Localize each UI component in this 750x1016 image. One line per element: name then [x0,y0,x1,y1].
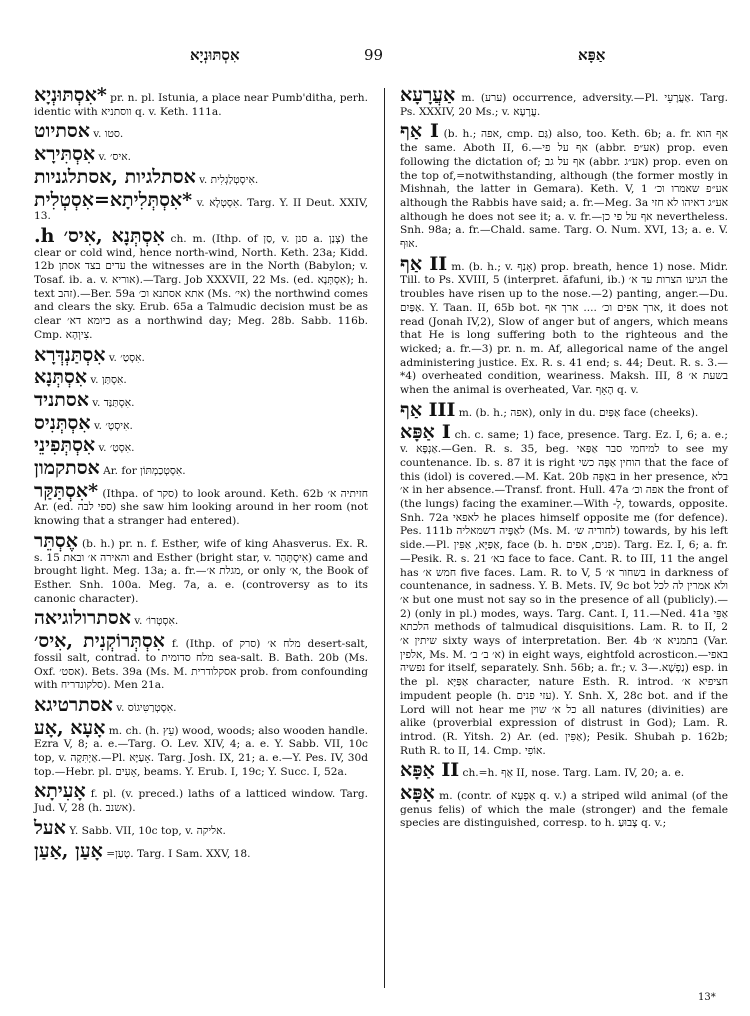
entry-definition: v. אִסְטַ׳. [98,442,135,455]
entry-definition: v. סטו. [93,128,124,141]
dictionary-entry [34,693,368,716]
dictionary-entry [400,784,728,831]
entry-headword: I אַפָּא [400,421,451,444]
signature-mark: 13* [698,992,716,1003]
entry-headword: אִסְתַּנְדְּרָא [34,343,106,366]
entry-definition: (b. h.; אפה, cmp. גַּם) also, too. Keth. 6b; a. fr. אף הוא the same. Aboth II, 6.—אף על פי (abbr. אע״פ) prop. even following the dictation of; אף על גב (abbr. אע״ג) prop. even on the top of,=notwithstanding, although (the former mostly in Mishnah, the latter in Gemara). Keth. V, 1 אע״פ שאמרו וכ׳ although the Rabbis have said; a. fr.—Meg. 3a אע״ג דאיהו לא חזי although he does not see it; a. v. fr.—אף על פי כן nevertheless. Snh. 98a; a. fr.—Chald. same. Targ. O. Num. XVI, 13; a. e. V. אוּף. [400,128,729,251]
dictionary-entry [400,761,728,781]
entry-definition: pr. n. pl. Istunia, a place near Pumb'ditha, perh. identic with ווסתניא q. v. Keth. 111a. [34,92,368,118]
dictionary-entry [34,411,368,434]
entry-headword: *אִסְתְּלִיתָא=אִסְטְלִית [34,188,193,211]
header-right-guideword: אַפָּא [578,46,606,64]
entry-definition: Y. Sabb. VII, 10c top, v. אליקה. [69,824,226,837]
entry-definition: ch.=h. אַף II, nose. Targ. Lam. IV, 20; a. e. [462,767,685,780]
left-column [34,86,368,864]
entry-definition: v. אִסְטְרַטִּיגוֹס. [116,701,177,714]
entry-definition: v. אִיסְטְלַגְלִית. [199,173,259,186]
dictionary-entry [400,423,728,758]
dictionary-entry [34,459,368,479]
header-left-guideword: אִסְתּוּנְיָא [190,46,240,64]
entry-headword: אסתיוט [34,120,90,143]
entry-headword: אסתרולוגיאה [34,607,131,630]
entry-headword: אָעָא ,אָע [34,716,106,739]
entry-headword: אָעִיתָא [34,780,86,803]
entry-headword: אִסְתְּנָא ,אִיס׳ h. [34,224,165,247]
dictionary-entry [400,252,729,398]
dictionary-entry [34,86,368,119]
entry-headword: I אַף [400,120,439,143]
dictionary-entry [34,224,368,343]
dictionary-entry [34,145,368,165]
entry-headword: II אַף [400,252,448,275]
entry-headword: *אִסְתּוּנְיָא [34,84,107,106]
entry-definition: m. ch. (h. עֵץ) wood, woods; also wooden handle. Ezra V, 8; a. e.—Targ. O. Lev. XIV, 4; a. e. Y. Sabb. VII, 10c top, v. אַיְתִּקָה.—Pl. אָעַיָּא. Targ. Josh. IX, 21; a. e.—Y. Pes. IV, 30d top.—Hebr. pl. אָעִים, beams. Y. Erub. I, 19c; Y. Succ. I, 52a. [34,724,368,778]
entry-definition: f. (Ithp. of סרק) מלח א׳ desert-salt, fossil salt, contrad. to מלח סדומית sea-salt. B. Bath. 20b (Ms. Oxf. אסט׳). Bets. 39a (Ms. M. אסקלודרית prob. from confounding with סלקונדריח). Men 21a. [34,638,368,692]
entry-headword: אֶסְתֵּר [34,529,78,552]
entry-headword: אַפָּא [400,782,435,805]
entry-definition: (Ithpa. of סקר) to look around. Keth. 62b חזיתיה א׳ Ar. (ed. ספי לבה) she saw him looking around in her room (not knowing that a stranger had entered). [34,487,368,528]
page-number: 99 [364,46,384,64]
entry-headword: III אַף [400,398,456,421]
entry-headword: אסתניד [34,388,89,411]
entry-definition: v. איס׳. [98,151,131,164]
entry-headword: אעל [34,816,66,839]
dictionary-entry [34,716,368,780]
entry-headword: *אִסְתַּקַּר [34,479,99,502]
entry-headword: II אַפָּא [400,759,460,782]
dictionary-entry [34,529,369,607]
entry-headword: אִסְתְּנִיס [34,411,91,434]
entry-headword: אִסְתְּרוֹקְנִית ,אִיס׳ [34,630,165,653]
dictionary-entry [34,436,368,456]
right-column [400,86,728,834]
entry-definition: v. אִסְתַּן. [90,374,127,387]
dictionary-entry [34,839,368,862]
dictionary-entry [34,632,368,693]
entry-definition: (b. h.) pr. n. f. Esther, wife of king Ahasverus. Ex. R. s. 15 והאירה א׳ ובאת and Esther (bright star, v. אִיסְתְּהַר) came and brought light. Meg. 13a; a. fr.—מגלת א׳, or only א׳, the Book of Esther. Snh. 100a. Meg. 7a, a. e. (controversy as to its canonic character). [34,537,369,605]
entry-headword: אִסְתְּנָא [34,366,87,389]
column-divider [384,88,385,988]
entry-headword: אִסְתְּפִינֵי [34,434,96,457]
dictionary-entry [34,609,368,629]
entry-definition: v. אִסְתַּנַּד. [92,396,135,409]
dictionary-entry [34,165,368,188]
dictionary-entry [34,122,368,142]
dictionary-entry [400,122,728,251]
entry-definition: f. pl. (v. preced.) laths of a latticed window. Targ. Jud. V, 28 (h. אשנב). [34,788,368,815]
dictionary-entry [34,388,368,411]
dictionary-entry [400,398,728,421]
entry-headword: אַעֲרָעָא [400,84,456,106]
entry-definition: v. אִסְטַ׳. [108,351,145,364]
running-header [0,46,750,70]
entry-definition: v. אִסְטְרוֹ׳. [134,615,179,628]
dictionary-entry [34,782,368,815]
dictionary-entry [34,188,368,224]
dictionary-entry [34,368,368,388]
dictionary-entry [34,343,368,366]
entry-definition: m. (ערע) occurrence, adversity.—Pl. אַעֲרָעֵי. Targ. Ps. XXXIV, 20 Ms.; v. עֲרָעָא. [400,92,729,118]
entry-definition: ch. c. same; 1) face, presence. Targ. Ez. I, 6; a. e.; v. אַנְפָּא.—Gen. R. s. 35, beg. למיחמי סבר אַפַּאי to see my countenance. Ib. s. 87 it is right הוחין אַפָּה כשי that the face of this (idol) is covered.—M. Kat. 20b באַפָּה in her presence, בלא א׳ in her absence.—Transf. front. Hull. 47a אפה וכ׳ the front of (the lungs) facing the examiner.—With -לְ, towards, opposite. Snh. 72a לאפאי he places himself opposite me (for defence). Pes. 111b לאַפָּיה דשמאליה (Ms. M. לחודיה ש׳) towards, by his left side.—Pl. אַפַּיָּא, אַפִּין, face (b. h. פנים, אפים). Targ. Ez. I, 6; a. fr.—Pesik. R. s. 21 בא׳ face to face. Cant. R. to III, 11 the angel has חמש א׳ five faces. Lam. R. to V, 5 בשחור א׳ in darkness of countenance, in sadness. Y. B. Mets. IV, 9c bot ולא אמרין לה לכל א׳ but one must not say so in the presence of all (publicly).—2) (only in pl.) modes, ways. Targ. Cant. I, 11.—Ned. 41a אַפֵּי הלכתא methods of talmudical disquisitions. Lam. R. to II, 2 שיתין א׳ sixty ways of interpretation. Ber. 4b בתמניא א׳ (Var. אלפין, Ms. M. א׳ ב׳ ב׳) in eight ways, eightfold acrosticon.—באפי נפשיה for itself, separately. Snh. 56b; a. fr.; v. נַפְשָׁא.—3) esp. in the pl. אַפַּיָּא character, nature Esth. R. introd. חציפיא א׳ impudent people (h. עזי פנים). Y. Snh. X, 28c bot. and if the Lord will not hear me כל א׳ שוין all natures (divinities) are alike (proverbial expression of distrust in God); Lam. R. introd. (R. Yitsh. 2) Ar. (ed. אַפִּין); Pesik. Shubah p. 162b; Ruth R. to II, 14. Cmp. אוֹפִי. [400,429,729,757]
entry-definition: m. (contr. of אַפְעָא q. v.) a striped wild animal (of the genus felis) of which the male (stronger) and the female species are distinguished, corresp. to h. צָבוּעַ q. v.; [400,790,729,830]
dictionary-entry [34,479,368,529]
dictionary-entry [400,86,728,119]
entry-definition: =טְעַן. Targ. I Sam. XXV, 18. [106,847,251,860]
entry-headword: אסתלגיות ,אסתלגניות [34,165,196,188]
entry-definition: v. אִסְטְלָא. Targ. Y. II Deut. XXIV, 13. [34,196,368,223]
entry-definition: v. אִיסְטְ׳. [93,419,133,432]
entry-definition: Ar. for אִסְטְכַמְתּוֹן. [103,465,186,478]
entry-headword: אִסְתִּירָא [34,143,96,166]
entry-definition: ch. m. (Ithp. of סַן, v. סנן a. צְנַן) the clear or cold wind, hence north-wind, North. Keth. 23a; Kidd. 12b עדים בצד אסתן the witnesses are in the North (Babylon; v. Tosaf. ib. a. v. אוריא).—Targ. Job XXXVII, 22 Ms. (ed. אִסְתְּנָא); h. text זהב).—Ber. 59a אתא אסתנא וכ׳ (Ms. אי׳) the northwind comes and clears the sky. Erub. 65a a Talmudic decision must be as clear כיומא דא׳ as a northwind day; Meg. 28b. Sabb. 116b. Cmp. צִיוְהָא. [34,232,368,341]
entry-headword: אסתקמון [34,457,100,480]
entry-headword: אָעַן ,אַעַן [34,839,103,862]
entry-definition: m. (b. h.; v. אָנַף) prop. breath, hence 1) nose. Midr. Till. to Ps. XVIII, 5 (interpret. ăfafuni, ib.) הגיעו הצרות עד א׳ the troubles have risen up to the nose.—2) panting, anger.—Du. אַפַּיִם. Y. Taan. II, 65b bot. ארך אפים וכ׳ .... ארך אף, it does not read (Jonah IV,2), Slow of anger but of angers, which means that He is long suffering both to the righteous and the wicked; a. fr.—3) pr. n. m. Af, allegorical name of the angel administering justice. Ex. R. s. 41 end; s. 44; Deut. R. s. 3.—*4) overheated condition, weariness. Maksh. III, 8 בשעת א׳ when the animal is overheated, Var. הָאָף q. v. [400,260,729,397]
dictionary-entry [34,816,368,839]
entry-definition: m. (b. h.; אפה), only in du. אַפַּיִם face (cheeks). [458,406,699,419]
entry-headword: אסתרטיגא [34,693,113,716]
